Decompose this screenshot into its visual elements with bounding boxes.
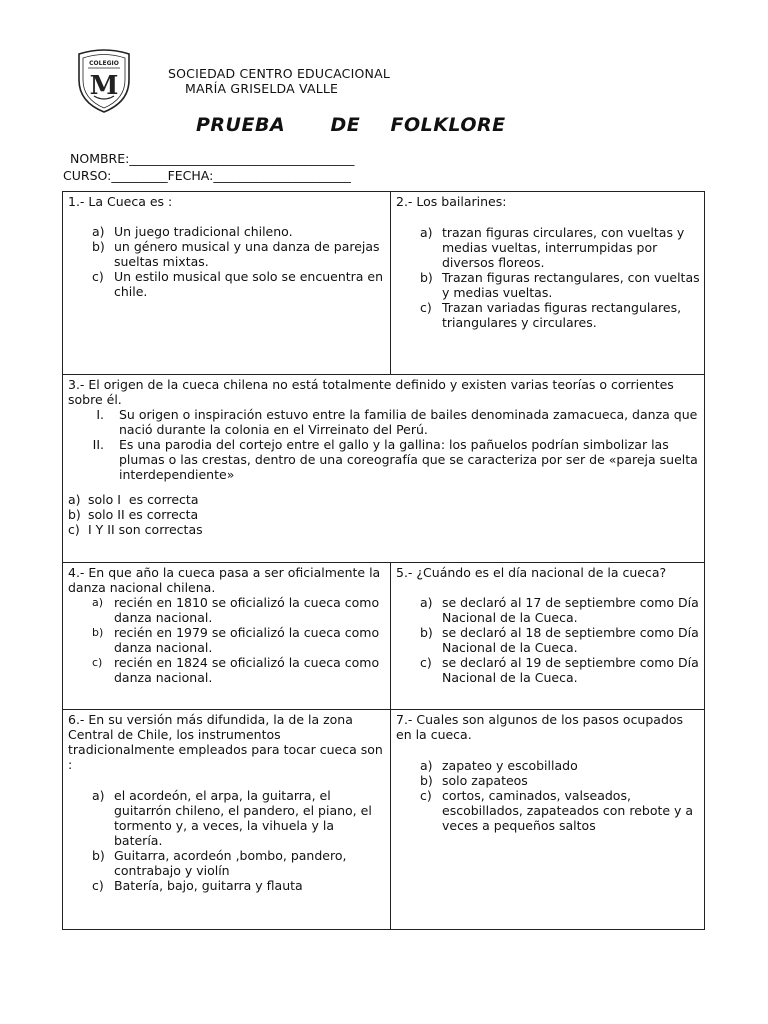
question-3-cell [63, 375, 705, 563]
question-1-options [68, 224, 386, 299]
svg-text:COLEGIO: COLEGIO [89, 60, 119, 67]
question-5-option-c[interactable]: c) se declaró al 19 de septiembre como Día Nacional de la Cueca. [420, 655, 699, 685]
question-5-stem: 5.- ¿Cuándo es el día nacional de la cueca? [396, 565, 667, 580]
question-2-option-c[interactable]: c) Trazan variadas figuras rectangulares, triangulares y circulares. [420, 300, 682, 330]
question-5-option-a[interactable]: a) se declaró al 17 de septiembre como Día Nacional de la Cueca. [420, 595, 699, 625]
question-1-stem: 1.- La Cueca es : [68, 194, 173, 209]
question-4-option-b[interactable]: b) recién en 1979 se oficializó la cueca como danza nacional. [92, 625, 380, 655]
question-5-option-b[interactable]: b) se declaró al 18 de septiembre como Día Nacional de la Cueca. [420, 625, 699, 655]
question-7-stem: 7.- Cuales son algunos de los pasos ocupados en la cueca. [396, 712, 684, 742]
question-3-statement-ii: II. Es una parodia del cortejo entre el gallo y la gallina: los pañuelos podrían simbolizar las plumas o las crestas, dentro de una coreografía que se caracteriza por ser de «pareja suelta interdependiente» [92, 437, 698, 482]
question-4-option-a[interactable]: a) recién en 1810 se oficializó la cueca como danza nacional. [92, 595, 380, 625]
question-1-option-c[interactable]: c) Un estilo musical que solo se encuentra en chile. [92, 269, 384, 299]
question-6-option-a[interactable]: a) el acordeón, el arpa, la guitarra, el guitarrón chileno, el pandero, el piano, el tormento y, a veces, la vihuela y la batería. [92, 788, 372, 848]
question-7-options [396, 758, 700, 833]
question-3-options [68, 492, 700, 537]
question-3-statement-i: I. Su origen o inspiración estuvo entre la familia de bailes denominada zamacueca, danza que nació durante la colonia en el Virreinato del Perú. [96, 407, 698, 437]
question-4-options [68, 595, 386, 685]
svg-text:M: M [89, 71, 119, 101]
school-name-block [168, 66, 390, 96]
question-6-option-c[interactable]: c) Batería, bajo, guitarra y flauta [92, 878, 303, 893]
question-7-option-c[interactable]: c) cortos, caminados, valseados, escobillados, zapateados con rebote y a veces a pequeños saltos [420, 788, 694, 833]
question-2-cell [391, 192, 705, 375]
question-5-options [396, 595, 700, 685]
question-3-option-c[interactable]: c) I Y II son correctas [68, 522, 203, 537]
question-6-cell [63, 710, 391, 930]
question-4-cell [63, 563, 391, 710]
question-3-statements [68, 407, 700, 482]
question-7-option-b[interactable]: b) solo zapateos [420, 773, 528, 788]
question-4-option-c[interactable]: c) recién en 1824 se oficializó la cueca como danza nacional. [92, 655, 380, 685]
curso-fecha-field[interactable]: CURSO:_________FECHA:______________________ [63, 168, 351, 183]
question-4-stem: 4.- En que año la cueca pasa a ser oficialmente la danza nacional chilena. [68, 565, 381, 595]
question-5-cell [391, 563, 705, 710]
question-3-stem: 3.- El origen de la cueca chilena no está totalmente definido y existen varias teorías o corrientes sobre él. [68, 377, 674, 407]
question-2-option-a[interactable]: a) trazan figuras circulares, con vueltas y medias vueltas, interrumpidas por diversos floreos. [420, 225, 685, 270]
question-1-option-a[interactable]: a) Un juego tradicional chileno. [92, 224, 293, 239]
question-2-stem: 2.- Los bailarines: [396, 194, 507, 209]
question-3-option-b[interactable]: b) solo II es correcta [68, 507, 199, 522]
question-6-stem: 6.- En su versión más difundida, la de la zona Central de Chile, los instrumentos tradicionalmente empleados para tocar cueca son : [68, 712, 383, 772]
question-3-option-a[interactable]: a) solo I es correcta [68, 492, 199, 507]
nombre-field[interactable]: NOMBRE:____________________________________ [70, 151, 355, 166]
question-1-option-b[interactable]: b) un género musical y una danza de parejas sueltas mixtas. [92, 239, 380, 269]
question-6-options [68, 788, 386, 893]
page-title: PRUEBA DE FOLKLORE [196, 114, 506, 136]
school-name-line2: MARÍA GRISELDA VALLE [185, 81, 339, 96]
question-1-cell [63, 192, 391, 375]
questions-table [62, 191, 705, 930]
question-2-option-b[interactable]: b) Trazan figuras rectangulares, con vueltas y medias vueltas. [420, 270, 700, 300]
question-6-option-b[interactable]: b) Guitarra, acordeón ,bombo, pandero, contrabajo y violín [92, 848, 347, 878]
school-crest-logo [76, 48, 132, 114]
school-name-line1: SOCIEDAD CENTRO EDUCACIONAL [168, 66, 391, 81]
question-7-option-a[interactable]: a) zapateo y escobillado [420, 758, 578, 773]
question-7-cell [391, 710, 705, 930]
question-2-options [396, 225, 700, 330]
